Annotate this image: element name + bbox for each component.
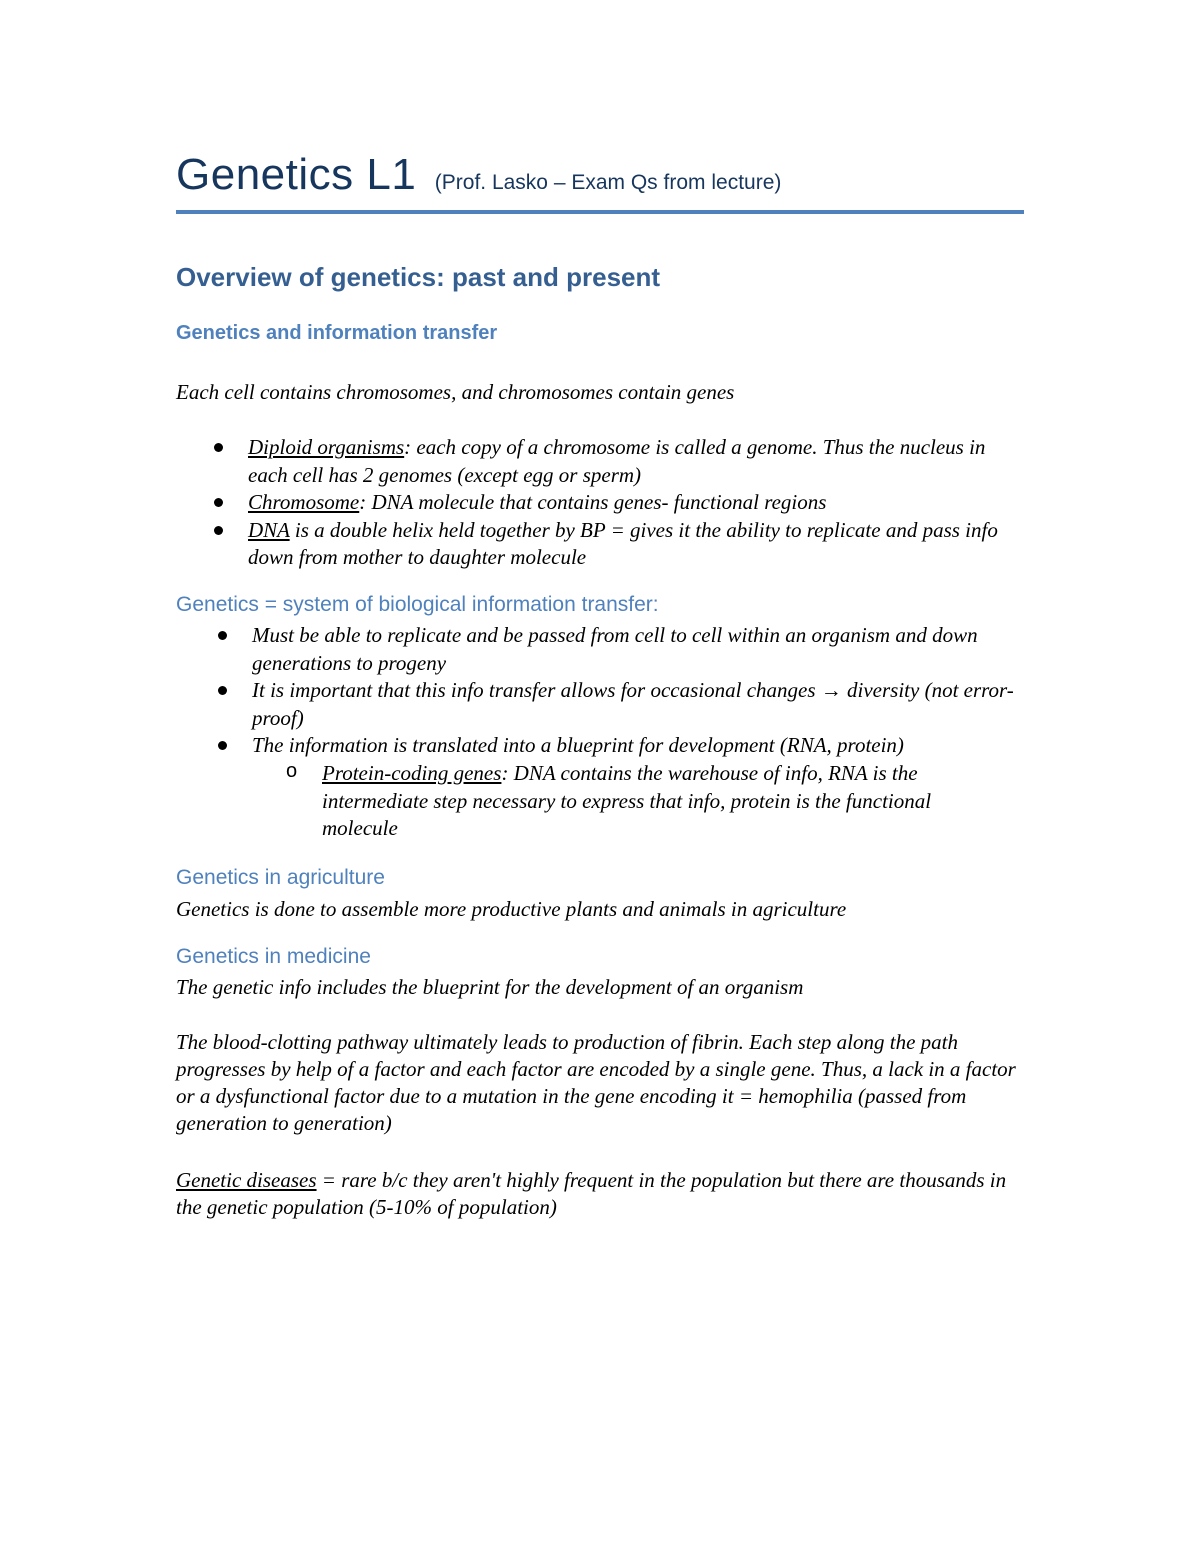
list-item xyxy=(286,760,1012,843)
bullet-icon xyxy=(214,498,223,507)
bullet-text: The information is translated into a blueprint for development (RNA, protein) xyxy=(252,733,904,757)
bullet-icon xyxy=(214,526,223,535)
bullet-text: : DNA contains the warehouse of info, RNA is the intermediate step necessary to express that info, protein is the functional molecule xyxy=(322,761,932,840)
term-chromosome: Chromosome xyxy=(248,490,360,514)
term-genetic-diseases: Genetic diseases xyxy=(176,1168,317,1192)
bullet-text: Must be able to replicate and be passed from cell to cell within an organism and down generations to progeny xyxy=(252,623,978,675)
list-item xyxy=(248,489,1028,517)
diseases-text: = rare b/c they aren't highly frequent in the population but there are thousands in the genetic population (5-10% of population) xyxy=(176,1168,1007,1219)
agriculture-paragraph: Genetics is done to assemble more productive plants and animals in agriculture xyxy=(176,897,847,921)
document-subtitle: (Prof. Lasko – Exam Qs from lecture) xyxy=(434,171,782,194)
transfer-heading: Genetics = system of biological information transfer: xyxy=(176,593,659,616)
term-diploid: Diploid organisms xyxy=(248,435,405,459)
list-item xyxy=(252,677,1032,732)
list-item xyxy=(248,517,1028,572)
bullet-text: is a double helix held together by BP = gives it the ability to replicate and pass info down from mother to daughter molecule xyxy=(248,517,998,569)
agriculture-heading: Genetics in agriculture xyxy=(176,866,385,889)
section-heading: Overview of genetics: past and present xyxy=(176,262,661,292)
bullet-icon xyxy=(218,686,227,695)
list-item xyxy=(252,732,1032,760)
document-title: Genetics L1 xyxy=(176,150,417,199)
term-dna: DNA xyxy=(248,517,290,542)
bullet-icon xyxy=(214,443,223,452)
medicine-paragraph: The genetic info includes the blueprint for the development of an organism xyxy=(176,975,804,999)
sub-bullet-list xyxy=(286,760,1012,843)
bullet-text: : each copy of a chromosome is called a genome. Thus the nucleus in each cell has 2 genomes (except egg or sperm) xyxy=(248,435,986,487)
bullet-text: : DNA molecule that contains genes- functional regions xyxy=(359,490,827,514)
clotting-paragraph: The blood-clotting pathway ultimately leads to production of fibrin. Each step along the path progresses by help of a factor and each factor are encoded by a single gene. Thus, a lack in a factor or a dysfunctional factor due to a mutation in the gene encoding it = hemophilia (passed from generation to generation) xyxy=(176,1030,1016,1135)
intro-paragraph: Each cell contains chromosomes, and chromosomes contain genes xyxy=(176,380,735,404)
hollow-bullet-icon: o xyxy=(286,760,298,782)
title-block xyxy=(176,150,1024,214)
bullet-text: It is important that this info transfer allows for occasional changes → diversity (not error-proof) xyxy=(252,678,1014,730)
bullet-list-1 xyxy=(248,434,1028,572)
bullet-icon xyxy=(218,631,227,640)
list-item xyxy=(252,622,1032,677)
bullet-icon xyxy=(218,741,227,750)
bullet-list-2 xyxy=(252,622,1032,760)
diseases-paragraph xyxy=(176,1167,1026,1221)
list-item xyxy=(248,434,1028,489)
sub-heading: Genetics and information transfer xyxy=(176,322,498,344)
term-protein-coding: Protein-coding genes xyxy=(322,761,502,785)
medicine-heading: Genetics in medicine xyxy=(176,945,371,968)
